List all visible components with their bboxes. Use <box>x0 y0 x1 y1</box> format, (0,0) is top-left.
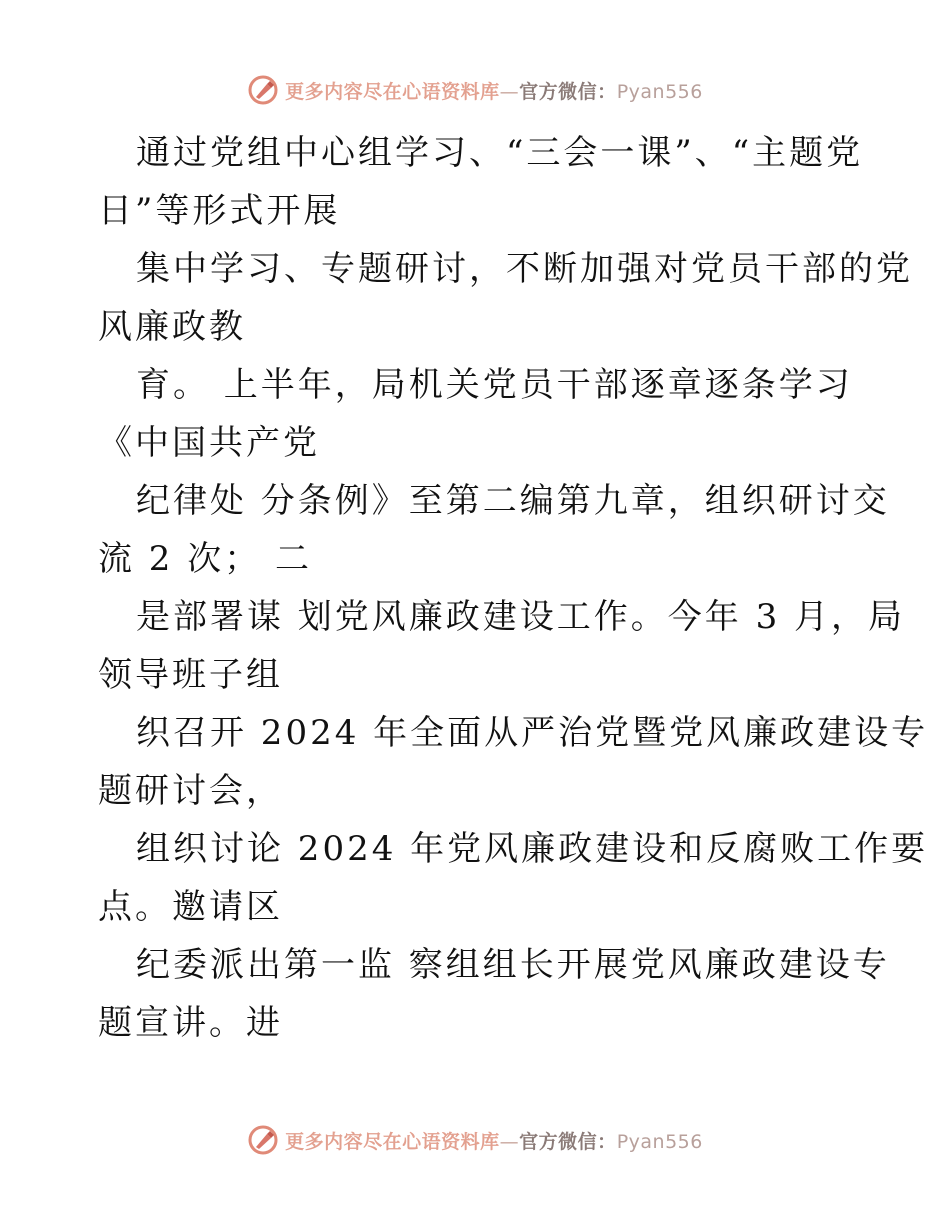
paragraph-line: 纪律处 分条例》至第二编第九章，组织研讨交 <box>136 481 890 521</box>
paragraph-line: 组织讨论 2024 年党风廉政建设和反腐败工作要 <box>136 829 929 869</box>
watermark-official: 官方微信： <box>519 1130 617 1153</box>
paragraph-continuation: 《中国共产党 <box>98 423 320 463</box>
paragraph <box>98 240 913 356</box>
paragraph <box>98 124 864 240</box>
watermark-dash: — <box>499 80 520 103</box>
watermark-brand: 更多内容尽在心语资料库 <box>285 1130 500 1153</box>
paragraph <box>98 588 906 704</box>
watermark-text <box>285 1127 703 1154</box>
pen-nib-seal-icon <box>247 74 279 106</box>
watermark-brand: 更多内容尽在心语资料库 <box>285 80 500 103</box>
paragraph-continuation: 日”等形式开展 <box>98 191 341 231</box>
paragraph <box>98 472 890 588</box>
paragraph-continuation: 题研讨会， <box>98 771 283 811</box>
paragraph-line: 集中学习、专题研讨，不断加强对党员干部的党 <box>136 249 913 289</box>
paragraph <box>98 356 858 472</box>
footer-watermark <box>0 1120 950 1160</box>
paragraph-continuation: 题宣讲。进 <box>98 1003 283 1043</box>
paragraph-continuation: 流 2 次； 二 <box>98 539 313 579</box>
paragraph-line: 通过党组中心组学习、“三会一课”、“主题党 <box>136 133 864 173</box>
paragraph-continuation: 风廉政教 <box>98 307 246 347</box>
watermark-dash: — <box>499 1130 520 1153</box>
paragraph-line: 是部署谋 划党风廉政建设工作。今年 3 月，局 <box>136 597 906 637</box>
watermark-text <box>285 77 703 104</box>
paragraph <box>98 936 890 1052</box>
paragraph-line: 育。 上半年，局机关党员干部逐章逐条学习 <box>136 365 853 405</box>
watermark-id: Pyan556 <box>616 1130 703 1153</box>
watermark-id: Pyan556 <box>616 80 703 103</box>
pen-nib-seal-icon <box>247 1124 279 1156</box>
paragraph-line: 纪委派出第一监 察组组长开展党风廉政建设专 <box>136 945 890 985</box>
paragraph <box>98 820 929 936</box>
paragraph-line: 织召开 2024 年全面从严治党暨党风廉政建设专 <box>136 713 929 753</box>
header-watermark <box>0 70 950 110</box>
paragraph-continuation: 领导班子组 <box>98 655 283 695</box>
watermark-official: 官方微信： <box>519 80 617 103</box>
document-body <box>98 124 929 1052</box>
paragraph <box>98 704 929 820</box>
paragraph-continuation: 点。邀请区 <box>98 887 283 927</box>
